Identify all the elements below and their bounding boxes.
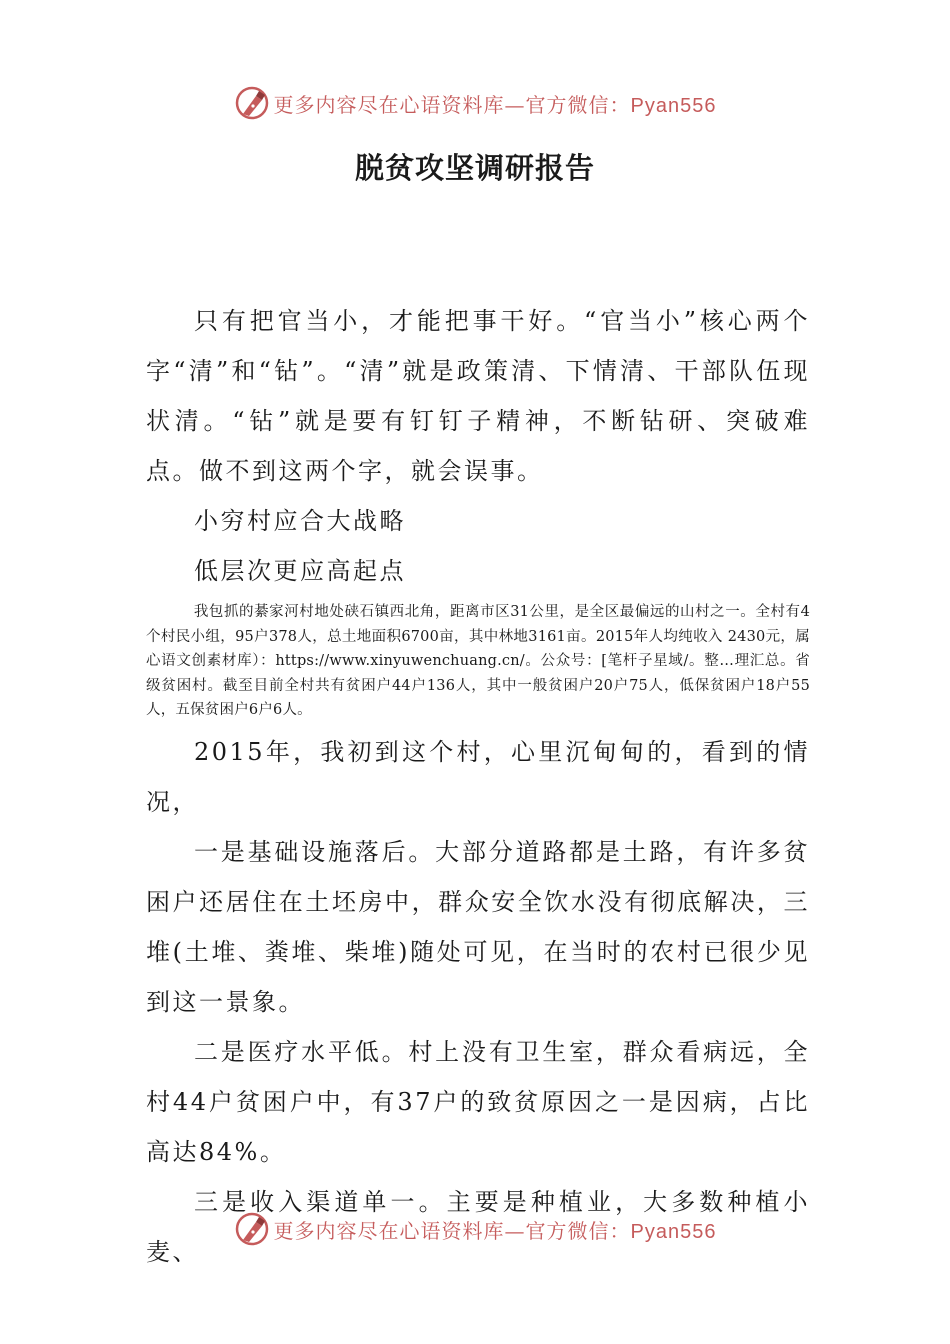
paragraph-intro: 只有把官当小，才能把事干好。“官当小”核心两个字“清”和“钻”。“清”就是政策清、下情清、干部队伍现状清。“钻”就是要有钉钉子精神，不断钻研、突破难点。做不到这两个字，就会误事。 <box>146 307 810 485</box>
paragraph-medical: 二是医疗水平低。村上没有卫生室，群众看病远，全村44户贫困户中，有37户的致贫原因之一是因病，占比高达84%。 <box>146 1037 810 1166</box>
footer-banner-label: 更多内容尽在心语资料库—官方微信： <box>273 1218 631 1243</box>
document-body <box>146 296 810 1277</box>
header-banner <box>0 83 950 123</box>
pen-nib-logo-icon <box>234 85 270 121</box>
subheading-1: 小穷村应合大战略 <box>194 507 406 535</box>
pen-nib-logo-icon <box>234 1211 270 1247</box>
footer-banner-text <box>274 1215 717 1244</box>
paragraph-infrastructure: 一是基础设施落后。大部分道路都是土路，有许多贫困户还居住在土坯房中，群众安全饮水没有彻底解决，三堆(土堆、粪堆、柴堆)随处可见，在当时的农村已很少见到这一景象。 <box>146 837 810 1016</box>
header-wechat-id: Pyan556 <box>630 94 717 117</box>
paragraph-village-profile: 我包抓的綦家河村地处硖石镇西北角，距离市区31公里，是全区最偏远的山村之一。全村有4个村民小组，95户378人，总土地面积6700亩，其中林地3161亩。2015年人均纯收入 2430元，属心语文创素材库）：https://www.xinyuwenchuang.cn/。公众号：[笔杆子星域/。整…理汇总。省级贫困村。截至目前全村共有贫困户44户136人，其中一般贫困户20户75人，低保贫困户18户55人，五保贫困户6户6人。 <box>146 604 810 718</box>
subheading-2: 低层次更应高起点 <box>194 557 406 585</box>
header-banner-label: 更多内容尽在心语资料库—官方微信： <box>273 92 631 117</box>
header-banner-text <box>274 89 717 118</box>
footer-wechat-id: Pyan556 <box>630 1220 717 1243</box>
footer-banner <box>0 1209 950 1249</box>
paragraph-income: 三是收入渠道单一。主要是种植业，大多数种植小麦、 <box>146 1187 810 1266</box>
paragraph-2015: 2015年，我初到这个村，心里沉甸甸的，看到的情况， <box>146 737 810 816</box>
document-title: 脱贫攻坚调研报告 <box>354 151 595 185</box>
